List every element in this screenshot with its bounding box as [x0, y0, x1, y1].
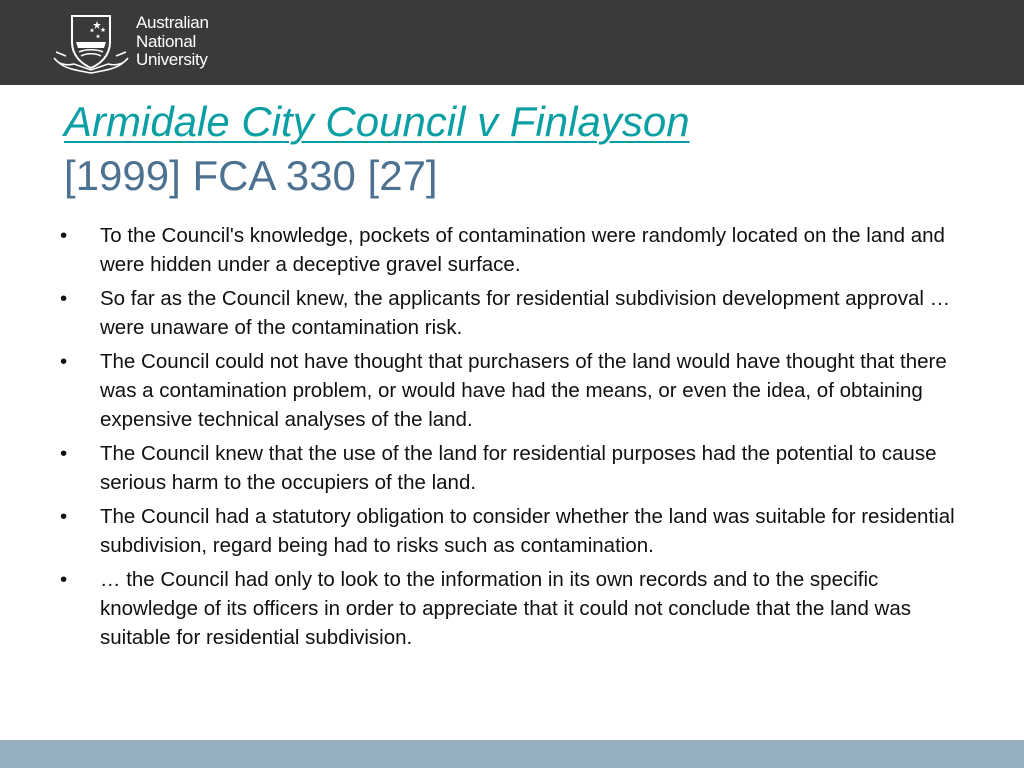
bullet-text: The Council could not have thought that purchasers of the land would have thought that there was a contamination problem, or would have had the means, or even the idea, of obtaining expensive technical analyses of the land. [100, 350, 947, 431]
logo-line-3: University [136, 50, 208, 69]
slide-title [64, 95, 964, 203]
footer-bar [0, 740, 1024, 768]
logo-line-2: National [136, 31, 196, 51]
logo-wordmark [136, 14, 209, 70]
case-name-link[interactable]: Armidale City Council v Finlayson [64, 98, 690, 145]
bullet-marker: • [60, 287, 68, 310]
bullet-list [60, 221, 970, 657]
bullet-marker: • [60, 350, 68, 373]
bullet-item [60, 347, 970, 434]
header-bar [0, 0, 1024, 85]
bullet-item [60, 439, 970, 497]
bullet-item [60, 221, 970, 279]
case-citation: [1999] FCA 330 [27] [64, 152, 438, 199]
bullet-text: To the Council's knowledge, pockets of contamination were randomly located on the land and were hidden under a deceptive gravel surface. [100, 224, 945, 276]
anu-logo[interactable] [52, 12, 227, 74]
bullet-text: The Council had a statutory obligation to consider whether the land was suitable for residential subdivision, regard being had to risks such as contamination. [100, 505, 955, 557]
bullet-text: The Council knew that the use of the land for residential purposes had the potential to cause serious harm to the occupiers of the land. [100, 442, 937, 494]
bullet-marker: • [60, 505, 68, 528]
bullet-text: … the Council had only to look to the information in its own records and to the specific knowledge of its officers in order to appreciate that it could not conclude that the land was suitable for residential subdivision. [100, 568, 912, 649]
anu-crest-icon [52, 12, 130, 74]
bullet-marker: • [60, 442, 68, 465]
bullet-marker: • [60, 224, 68, 247]
bullet-marker: • [60, 568, 68, 591]
logo-line-1: Australian [136, 13, 209, 32]
bullet-item [60, 284, 970, 342]
bullet-item [60, 502, 970, 560]
bullet-item [60, 565, 970, 652]
bullet-text: So far as the Council knew, the applicants for residential subdivision development approval … were unaware of the contamination risk. [100, 287, 951, 339]
